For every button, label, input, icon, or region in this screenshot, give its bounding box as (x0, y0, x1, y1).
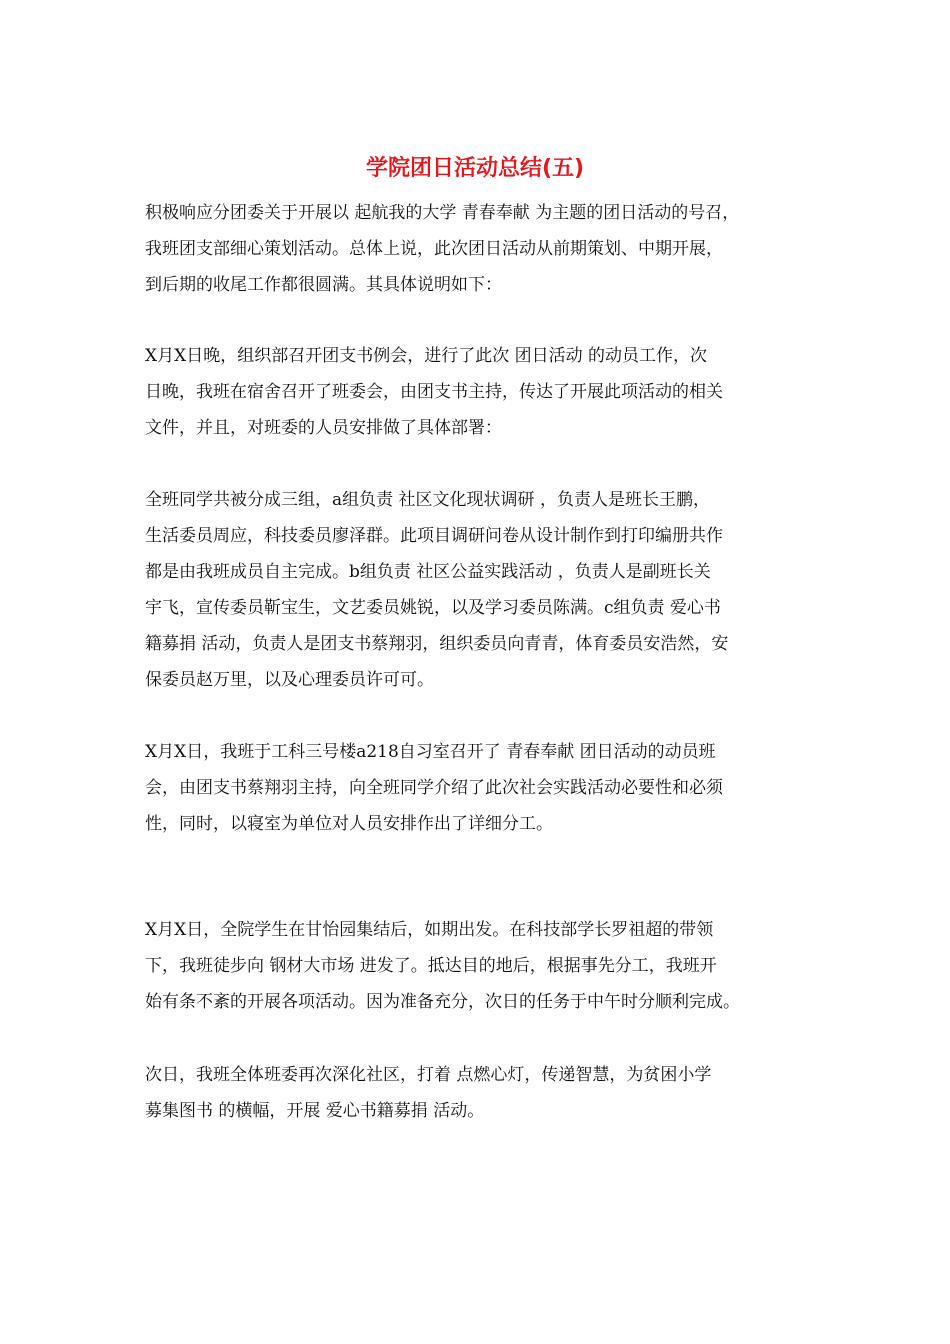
document-title: 学院团日活动总结(五) (365, 156, 585, 181)
paragraph-line: 生活委员周应，科技委员廖泽群。此项目调研问卷从设计制作到打印编册共作 (145, 526, 723, 546)
paragraph-line: X月X日晚，组织部召开团支书例会，进行了此次 团日活动 的动员工作，次 (145, 346, 708, 366)
paragraph-5 (145, 912, 815, 1020)
paragraph-line: 都是由我班成员自主完成。b组负责 社区公益实践活动 ，负责人是副班长关 (145, 562, 711, 582)
paragraph-3 (145, 482, 815, 698)
paragraph-line: 全班同学共被分成三组，a组负责 社区文化现状调研 ，负责人是班长王鹏， (145, 490, 710, 510)
paragraph-1 (145, 195, 815, 303)
paragraph-line: 募集图书 的横幅，开展 爱心书籍募捐 活动。 (145, 1101, 485, 1121)
paragraph-line: 始有条不紊的开展各项活动。因为准备充分，次日的任务于中午时分顺利完成。 (145, 992, 740, 1012)
paragraph-line: X月X日，我班于工科三号楼a218自习室召开了 青春奉献 团日活动的动员班 (145, 742, 716, 762)
paragraph-line: X月X日，全院学生在甘怡园集结后，如期出发。在科技部学长罗祖超的带领 (145, 920, 714, 940)
paragraph-6 (145, 1057, 815, 1129)
paragraph-line: 到后期的收尾工作都很圆满。其具体说明如下： (145, 275, 502, 295)
paragraph-line: 文件，并且，对班委的人员安排做了具体部署： (145, 418, 502, 438)
paragraph-line: 积极响应分团委关于开展以 起航我的大学 青春奉献 为主题的团日活动的号召， (145, 203, 740, 223)
paragraph-line: 籍募捐 活动，负责人是团支书蔡翔羽，组织委员向青青，体育委员安浩然，安 (145, 634, 729, 654)
paragraph-line: 性，同时，以寝室为单位对人员安排作出了详细分工。 (145, 814, 553, 834)
paragraph-4 (145, 734, 815, 842)
paragraph-line: 日晚，我班在宿舍召开了班委会，由团支书主持，传达了开展此项活动的相关 (145, 382, 723, 402)
paragraph-line: 次日，我班全体班委再次深化社区，打着 点燃心灯，传递智慧，为贫困小学 (145, 1065, 712, 1085)
paragraph-line: 会，由团支书蔡翔羽主持，向全班同学介绍了此次社会实践活动必要性和必须 (145, 778, 723, 798)
paragraph-line: 下，我班徒步向 钢材大市场 进发了。抵达目的地后，根据事先分工，我班开 (145, 956, 717, 976)
paragraph-line: 宇飞，宣传委员靳宝生，文艺委员姚锐，以及学习委员陈满。c组负责 爱心书 (145, 598, 721, 618)
paragraph-2 (145, 338, 815, 446)
paragraph-line: 保委员赵万里，以及心理委员许可可。 (145, 670, 434, 690)
paragraph-line: 我班团支部细心策划活动。总体上说，此次团日活动从前期策划、中期开展， (145, 239, 723, 259)
